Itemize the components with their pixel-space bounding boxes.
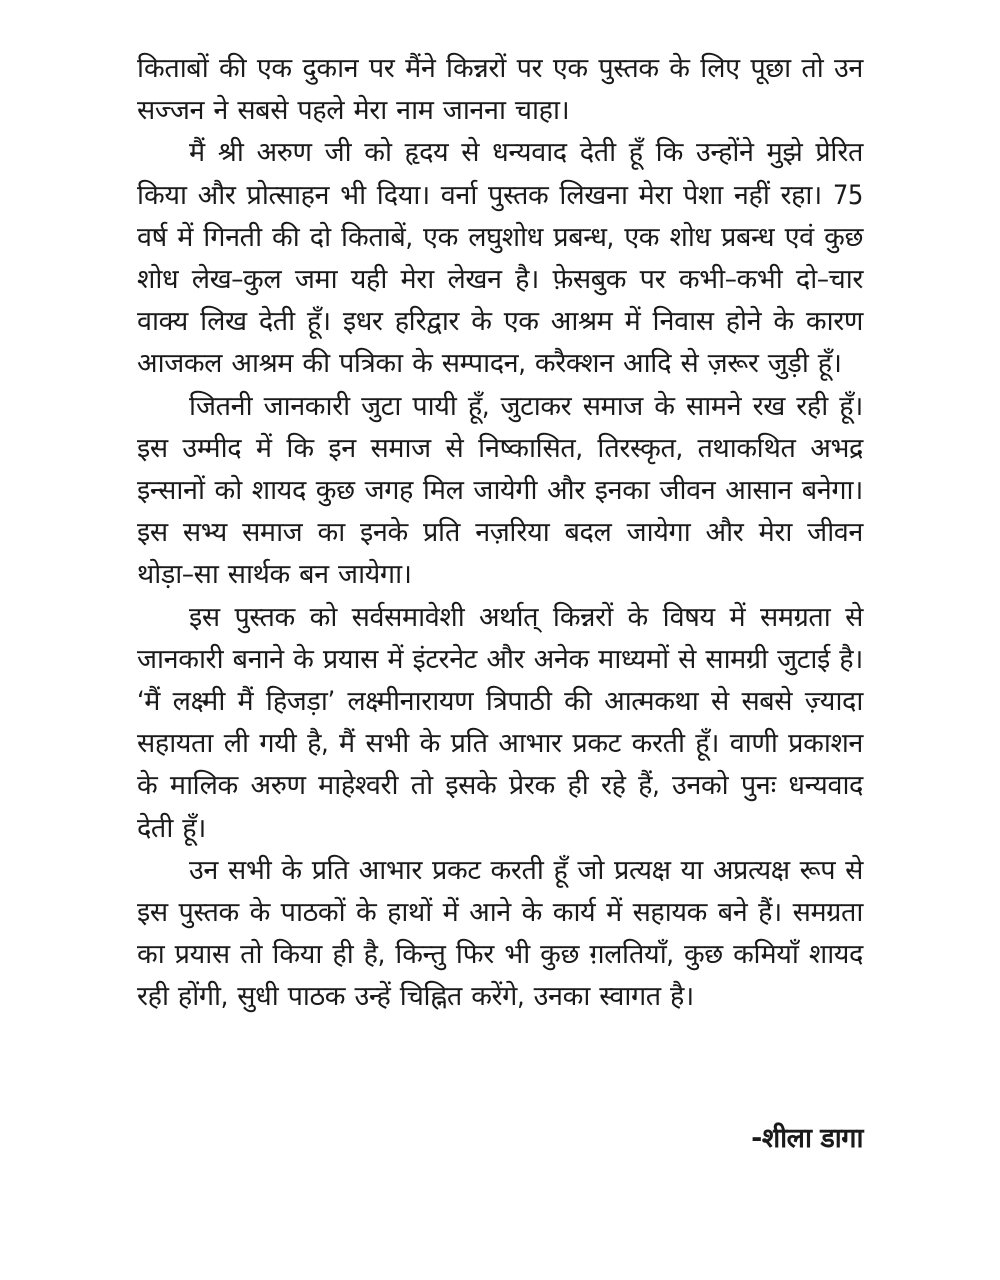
document-page	[137, 48, 863, 1019]
paragraph-thanks-arun: मैं श्री अरुण जी को हृदय से धन्यवाद देती हूँ कि उन्होंने मुझे प्रेरित किया और प्रोत्साहन भी दिया। वर्ना पुस्तक लिखना मेरा पेशा नहीं रहा। 75 वर्ष में गिनती की दो किताबें, एक लघुशोध प्रबन्ध, एक शोध प्रबन्ध एवं कुछ शोध लेख–कुल जमा यही मेरा लेखन है। फ़ेसबुक पर कभी–कभी दो–चार वाक्य लिख देती हूँ। इधर हरिद्वार के एक आश्रम में निवास होने के कारण आजकल आश्रम की पत्रिका के सम्पादन, करैक्शन आदि से ज़रूर जुड़ी हूँ।	[137, 137, 863, 380]
paragraph-sources: इस पुस्तक को सर्वसमावेशी अर्थात् किन्नरों के विषय में समग्रता से जानकारी बनाने के प्रयास में इंटरनेट और अनेक माध्यमों से सामग्री जुटाई है। ‘मैं लक्ष्मी मैं हिजड़ा’ लक्ष्मीनारायण त्रिपाठी की आत्मकथा से सबसे ज़्यादा सहायता ली गयी है, मैं सभी के प्रति आभार प्रकट करती हूँ। वाणी प्रकाशन के मालिक अरुण माहेश्वरी तो इसके प्रेरक ही रहे हैं, उनको पुनः धन्यवाद देती हूँ।	[137, 601, 863, 844]
author-signature: -शीला डागा	[751, 1123, 863, 1154]
paragraph-acknowledgement: उन सभी के प्रति आभार प्रकट करती हूँ जो प्रत्यक्ष या अप्रत्यक्ष रूप से इस पुस्तक के पाठकों के हाथों में आने के कार्य में सहायक बने हैं। समग्रता का प्रयास तो किया ही है, किन्तु फिर भी कुछ ग़लतियाँ, कुछ कमियाँ शायद रही होंगी, सुधी पाठक उन्हें चिह्नित करेंगे, उनका स्वागत है।	[137, 854, 863, 1013]
paragraph-purpose: जितनी जानकारी जुटा पायी हूँ, जुटाकर समाज के सामने रख रही हूँ। इस उम्मीद में कि इन समाज से निष्कासित, तिरस्कृत, तथाकथित अभद्र इन्सानों को शायद कुछ जगह मिल जायेगी और इनका जीवन आसान बनेगा। इस सभ्य समाज का इनके प्रति नज़रिया बदल जायेगा और मेरा जीवन थोड़ा–सा सार्थक बन जायेगा।	[137, 390, 863, 591]
paragraph-bookshop-anecdote: किताबों की एक दुकान पर मैंने किन्नरों पर एक पुस्तक के लिए पूछा तो उन सज्जन ने सबसे पहले मेरा नाम जानना चाहा।	[137, 53, 863, 127]
